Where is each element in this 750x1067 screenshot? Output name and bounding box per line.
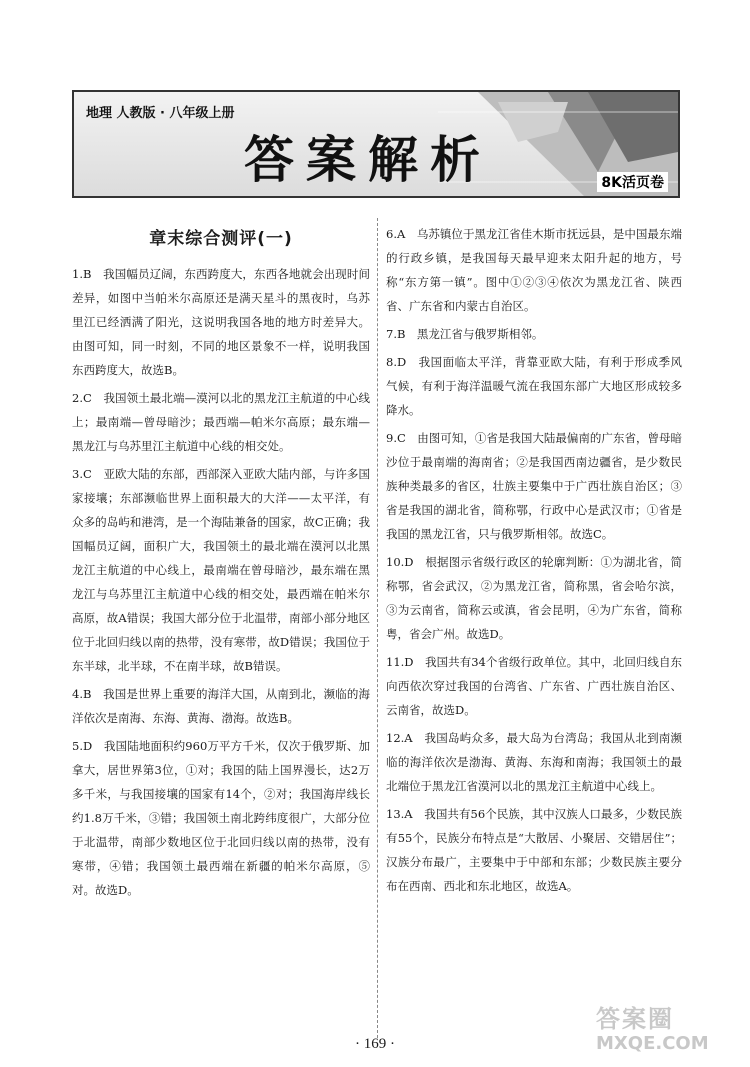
page-number: · 169 ·: [355, 1036, 395, 1052]
answer-item: 2.C 我国领土最北端—漠河以北的黑龙江主航道的中心线上；最南端—曾母暗沙；最西端—帕米尔高原；最东端—黑龙江与乌苏里江主航道中心线的相交处。: [72, 391, 370, 453]
answer-item: 4.B 我国是世界上重要的海洋大国，从南到北，濒临的海洋依次是南海、东海、黄海、渤海。故选B。: [72, 687, 370, 725]
answer-item: 1.B 我国幅员辽阔，东西跨度大，东西各地就会出现时间差异，如图中当帕米尔高原还是满天星斗的黑夜时，乌苏里江已经洒满了阳光，这说明我国各地的地方时差异大。由图可知，同一时刻，不同的地区景象不一样，说明我国东西跨度大，故选B。: [72, 267, 370, 377]
left-column: [72, 222, 370, 906]
column-divider: [377, 218, 378, 1038]
answer-item: 7.B 黑龙江省与俄罗斯相邻。: [386, 327, 544, 341]
page-title: 答案解析: [244, 131, 492, 189]
edition-tag: 8K活页卷: [597, 172, 668, 192]
header-banner: [72, 90, 680, 198]
answer-item: 12.A 我国岛屿众多，最大岛为台湾岛；我国从北到南濒临的海洋依次是渤海、黄海、东海和南海；我国领土的最北端位于黑龙江省漠河以北的黑龙江主航道中心线上。: [386, 731, 682, 793]
answer-item: 11.D 我国共有34个省级行政单位。其中，北回归线自东向西依次穿过我国的台湾省、广东省、广西壮族自治区、云南省，故选D。: [386, 655, 682, 717]
section-title: 章末综合测评(一): [149, 229, 293, 249]
site-watermark: [596, 1005, 736, 1059]
answer-item: 13.A 我国共有56个民族，其中汉族人口最多，少数民族有55个，民族分布特点是“大散居、小聚居、交错居住”；汉族分布最广，主要集中于中部和东部；少数民族主要分布在西南、西北和东北地区，故选A。: [386, 807, 682, 893]
answer-item: 6.A 乌苏镇位于黑龙江省佳木斯市抚远县，是中国最东端的行政乡镇，是我国每天最早迎来太阳升起的地方，号称“东方第一镇”。图中①②③④依次为黑龙江省、陕西省、广东省和内蒙古自治区。: [386, 227, 682, 313]
answer-item: 5.D 我国陆地面积约960万平方千米，仅次于俄罗斯、加拿大，居世界第3位，①对；我国的陆上国界漫长，达2万多千米，与我国接壤的国家有14个，②对；我国海岸线长约1.8万千米，③错；我国领土南北跨纬度很广，大部分位于北温带，南部少数地区位于北回归线以南的热带，没有寒带，④错；我国领土最西端在新疆的帕米尔高原，⑤对。故选D。: [72, 739, 370, 897]
answer-item: 9.C 由图可知，①省是我国大陆最偏南的广东省，曾母暗沙位于最南端的海南省；②是我国西南边疆省，是少数民族种类最多的省区，壮族主要集中于广西壮族自治区；③省是我国的湖北省，简称鄂，行政中心是武汉市；①省是我国的黑龙江省，只与俄罗斯相邻。故选C。: [386, 431, 682, 541]
watermark-logo-text: 答案圈: [596, 1005, 674, 1033]
answer-item: 8.D 我国面临太平洋，背靠亚欧大陆，有利于形成季风气候，有利于海洋温暖气流在我国东部广大地区形成较多降水。: [386, 355, 682, 417]
watermark-url: MXQE.COM: [596, 1033, 709, 1054]
book-subtitle: 地理 人教版 · 八年级上册: [86, 106, 235, 121]
answer-item: 10.D 根据图示省级行政区的轮廓判断：①为湖北省，简称鄂，省会武汉，②为黑龙江省，简称黑，省会哈尔滨，③为云南省，简称云或滇，省会昆明，④为广东省，简称粤，省会广州。故选D。: [386, 555, 682, 641]
answer-item: 3.C 亚欧大陆的东部，西部深入亚欧大陆内部，与许多国家接壤；东部濒临世界上面积最大的大洋——太平洋，有众多的岛屿和港湾，是一个海陆兼备的国家，故C正确；我国幅员辽阔，面积广大，我国领土的最北端在漠河以北黑龙江主航道的中心线上，最南端在曾母暗沙，最东端在黑龙江与乌苏里江主航道中心线的相交处，最西端在帕米尔高原，故A错误；我国大部分位于北温带，南部小部分地区位于北回归线以南的热带，没有寒带，故D错误；我国位于东半球，北半球，不在南半球，故B错误。: [72, 467, 370, 673]
right-column: [386, 222, 682, 902]
